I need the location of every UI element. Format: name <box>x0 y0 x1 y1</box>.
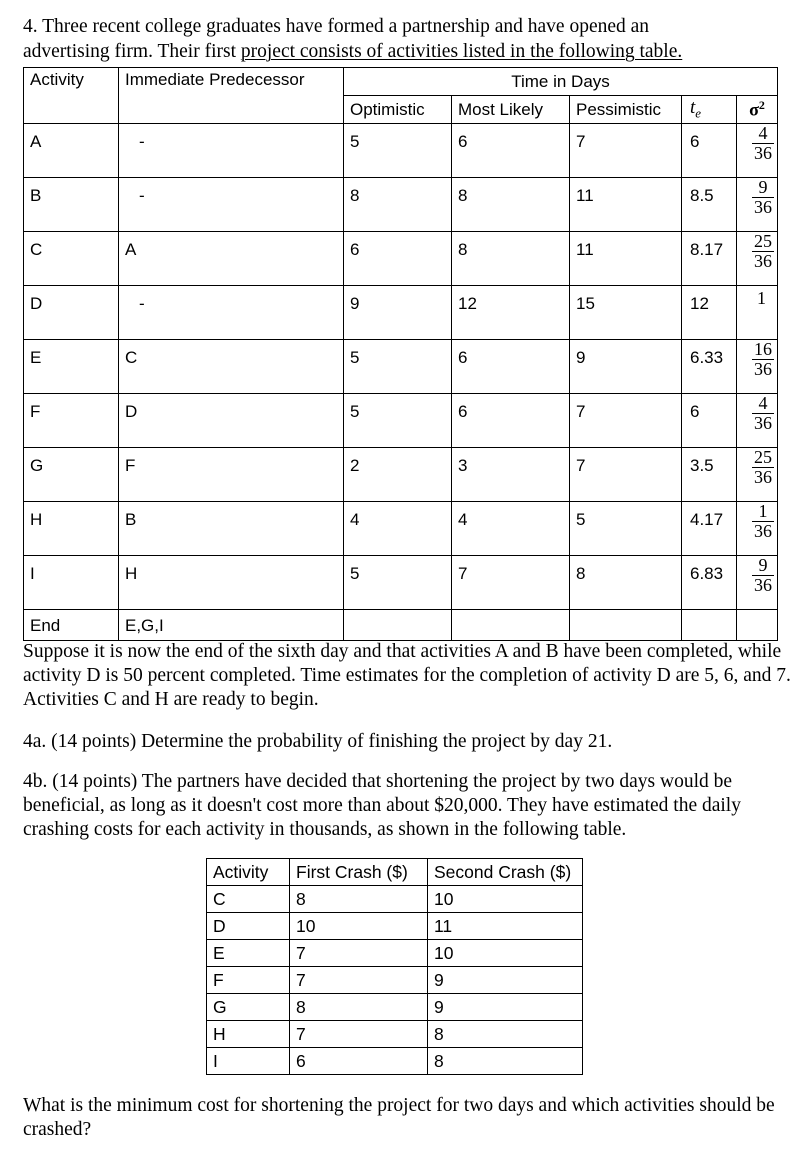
header-time-in-days: Time in Days <box>344 68 778 96</box>
optimistic-cell <box>344 610 452 641</box>
predecessor-cell: C <box>119 340 344 394</box>
variance-numerator: 4 <box>752 394 774 414</box>
table-row <box>24 502 778 556</box>
variance-cell <box>737 394 778 448</box>
variance-fraction <box>752 448 774 487</box>
crash-activity-cell: E <box>207 940 290 967</box>
crash-rows <box>207 886 583 1075</box>
predecessor-cell: D <box>119 394 344 448</box>
crash-row <box>207 967 583 994</box>
te-cell: 4.17 <box>682 502 737 556</box>
te-cell <box>682 610 737 641</box>
crash-row <box>207 886 583 913</box>
most-likely-cell: 3 <box>452 448 570 502</box>
table-row <box>24 178 778 232</box>
most-likely-cell: 8 <box>452 178 570 232</box>
first-crash-cell: 8 <box>290 886 428 913</box>
scenario-paragraph: Suppose it is now the end of the sixth day and that activities A and B have been completed, while activity D is 50 percent completed. Time estimates for the completion of activity D are 5, 6, and 7. Activities C and H are ready to begin. <box>23 641 791 710</box>
problem-intro <box>23 14 803 64</box>
variance-denominator: 36 <box>754 413 772 433</box>
second-crash-cell: 9 <box>428 967 583 994</box>
second-crash-cell: 11 <box>428 913 583 940</box>
table-row <box>24 232 778 286</box>
te-cell: 3.5 <box>682 448 737 502</box>
predecessor-cell: - <box>119 124 344 178</box>
header-most-likely: Most Likely <box>452 96 570 124</box>
predecessor-cell: B <box>119 502 344 556</box>
most-likely-cell: 6 <box>452 394 570 448</box>
te-cell: 6.83 <box>682 556 737 610</box>
most-likely-cell <box>452 610 570 641</box>
table-row <box>24 124 778 178</box>
first-crash-cell: 8 <box>290 994 428 1021</box>
first-crash-cell: 7 <box>290 1021 428 1048</box>
te-cell: 6 <box>682 394 737 448</box>
variance-fraction <box>752 178 774 217</box>
header-optimistic: Optimistic <box>344 96 452 124</box>
te-subscript: e <box>695 105 702 121</box>
crash-activity-cell: I <box>207 1048 290 1075</box>
first-crash-cell: 7 <box>290 967 428 994</box>
variance-numerator: 25 <box>754 231 772 251</box>
intro-line-2-start: advertising firm. Their first <box>23 41 241 62</box>
header-predecessor: Immediate Predecessor <box>119 68 344 124</box>
activity-cell: C <box>24 232 119 286</box>
variance-cell <box>737 286 778 340</box>
activity-cell: End <box>24 610 119 641</box>
crash-header-row <box>207 859 583 886</box>
header-pessimistic: Pessimistic <box>570 96 682 124</box>
activity-cell: G <box>24 448 119 502</box>
variance-numerator: 1 <box>752 502 774 522</box>
activity-cell: B <box>24 178 119 232</box>
variance-cell <box>737 178 778 232</box>
te-symbol: t <box>690 97 696 119</box>
crash-activity-cell: D <box>207 913 290 940</box>
optimistic-cell: 5 <box>344 556 452 610</box>
variance-cell <box>737 556 778 610</box>
sigma-symbol: σ <box>749 99 759 120</box>
variance-cell <box>737 340 778 394</box>
intro-line-1: 4. Three recent college graduates have formed a partnership and have opened an <box>23 16 650 37</box>
pessimistic-cell: 15 <box>570 286 682 340</box>
variance-fraction <box>752 340 774 379</box>
optimistic-cell: 5 <box>344 124 452 178</box>
activity-cell: I <box>24 556 119 610</box>
predecessor-cell: E,G,I <box>119 610 344 641</box>
most-likely-cell: 4 <box>452 502 570 556</box>
crash-header-activity: Activity <box>207 859 290 886</box>
predecessor-cell: - <box>119 286 344 340</box>
activity-time-table <box>23 67 778 641</box>
final-question: What is the minimum cost for shortening the project for two days and which activities should be crashed? <box>23 1095 775 1140</box>
pessimistic-cell: 7 <box>570 124 682 178</box>
variance-denominator: 36 <box>754 143 772 163</box>
table-row <box>24 448 778 502</box>
te-cell: 6 <box>682 124 737 178</box>
pessimistic-cell <box>570 610 682 641</box>
header-row-1 <box>24 68 778 96</box>
te-cell: 12 <box>682 286 737 340</box>
optimistic-cell: 2 <box>344 448 452 502</box>
header-variance <box>737 96 778 124</box>
variance-denominator: 36 <box>754 251 772 271</box>
crash-row <box>207 1048 583 1075</box>
table-row <box>24 610 778 641</box>
activity-cell: A <box>24 124 119 178</box>
pessimistic-cell: 11 <box>570 232 682 286</box>
activity-cell: F <box>24 394 119 448</box>
activity-cell: H <box>24 502 119 556</box>
most-likely-cell: 6 <box>452 124 570 178</box>
second-crash-cell: 10 <box>428 886 583 913</box>
crash-header-first: First Crash ($) <box>290 859 428 886</box>
crash-cost-table <box>206 858 583 1075</box>
variance-fraction <box>752 124 774 163</box>
header-activity: Activity <box>24 68 119 124</box>
variance-numerator: 9 <box>752 556 774 576</box>
first-crash-cell: 6 <box>290 1048 428 1075</box>
pessimistic-cell: 7 <box>570 448 682 502</box>
intro-line-2 <box>23 39 803 64</box>
optimistic-cell: 8 <box>344 178 452 232</box>
te-cell: 8.17 <box>682 232 737 286</box>
predecessor-cell: H <box>119 556 344 610</box>
most-likely-cell: 12 <box>452 286 570 340</box>
te-cell: 6.33 <box>682 340 737 394</box>
optimistic-cell: 9 <box>344 286 452 340</box>
first-crash-cell: 10 <box>290 913 428 940</box>
variance-denominator: 36 <box>754 467 772 487</box>
activity-cell: E <box>24 340 119 394</box>
variance-cell <box>737 448 778 502</box>
sigma-superscript: 2 <box>758 98 765 113</box>
crash-row <box>207 913 583 940</box>
most-likely-cell: 8 <box>452 232 570 286</box>
variance-numerator: 25 <box>754 447 772 467</box>
question-4a: 4a. (14 points) Determine the probability of finishing the project by day 21. <box>23 731 613 752</box>
question-4b: 4b. (14 points) The partners have decided that shortening the project by two days would be beneficial, as long as it doesn't cost more than about $20,000. They have estimated the daily crashing costs for each activity in thousands, as shown in the following table. <box>23 771 741 840</box>
table-row <box>24 286 778 340</box>
pessimistic-cell: 8 <box>570 556 682 610</box>
intro-line-2-underlined: project consists of activities listed in the following table. <box>240 41 683 62</box>
header-te <box>682 96 737 124</box>
variance-cell <box>737 124 778 178</box>
variance-cell <box>737 232 778 286</box>
variance-denominator: 36 <box>754 197 772 217</box>
variance-fraction <box>752 394 774 433</box>
pessimistic-cell: 7 <box>570 394 682 448</box>
most-likely-cell: 7 <box>452 556 570 610</box>
variance-cell <box>737 502 778 556</box>
optimistic-cell: 6 <box>344 232 452 286</box>
first-crash-cell: 7 <box>290 940 428 967</box>
second-crash-cell: 9 <box>428 994 583 1021</box>
activity-rows <box>24 124 778 641</box>
activity-cell: D <box>24 286 119 340</box>
predecessor-cell: - <box>119 178 344 232</box>
crash-activity-cell: F <box>207 967 290 994</box>
crash-activity-cell: G <box>207 994 290 1021</box>
optimistic-cell: 5 <box>344 340 452 394</box>
pessimistic-cell: 5 <box>570 502 682 556</box>
table-row <box>24 340 778 394</box>
second-crash-cell: 8 <box>428 1021 583 1048</box>
predecessor-cell: A <box>119 232 344 286</box>
crash-row <box>207 1021 583 1048</box>
variance-fraction <box>752 502 774 541</box>
variance-fraction <box>752 232 774 271</box>
second-crash-cell: 8 <box>428 1048 583 1075</box>
variance-denominator: 36 <box>754 359 772 379</box>
crash-activity-cell: C <box>207 886 290 913</box>
crash-row <box>207 940 583 967</box>
variance-denominator: 36 <box>754 521 772 541</box>
second-crash-cell: 10 <box>428 940 583 967</box>
crash-row <box>207 994 583 1021</box>
variance-whole: 1 <box>757 288 766 308</box>
variance-cell <box>737 610 778 641</box>
variance-numerator: 4 <box>752 124 774 144</box>
crash-activity-cell: H <box>207 1021 290 1048</box>
variance-numerator: 9 <box>752 178 774 198</box>
table-row <box>24 394 778 448</box>
variance-fraction <box>752 556 774 595</box>
te-cell: 8.5 <box>682 178 737 232</box>
crash-header-second: Second Crash ($) <box>428 859 583 886</box>
pessimistic-cell: 11 <box>570 178 682 232</box>
variance-denominator: 36 <box>754 575 772 595</box>
predecessor-cell: F <box>119 448 344 502</box>
most-likely-cell: 6 <box>452 340 570 394</box>
variance-numerator: 16 <box>754 339 772 359</box>
table-row <box>24 556 778 610</box>
optimistic-cell: 4 <box>344 502 452 556</box>
pessimistic-cell: 9 <box>570 340 682 394</box>
optimistic-cell: 5 <box>344 394 452 448</box>
